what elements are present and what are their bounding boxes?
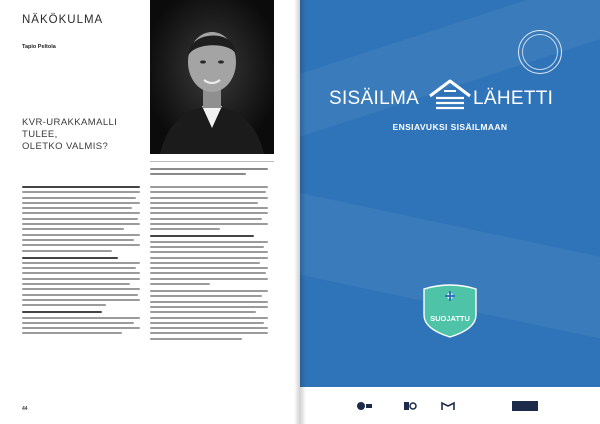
author-name: Tapio Peltola — [22, 44, 56, 50]
partner-logo-1-icon — [355, 401, 373, 411]
portrait-image — [150, 0, 274, 154]
body-paragraph — [150, 290, 268, 340]
body-paragraph — [22, 186, 140, 252]
partner-logo-4-icon — [475, 401, 501, 411]
page-folio — [22, 406, 31, 412]
headline-line-1: KVR-URAKKAMALLI — [22, 117, 118, 128]
headline-line-3: OLETKO VALMIS? — [22, 141, 109, 152]
body-paragraph — [150, 235, 268, 285]
brand-word-left: SISÄILMA — [329, 88, 420, 109]
spread-gutter — [294, 0, 306, 424]
headline-line-2: TULEE, — [22, 129, 58, 140]
body-column-2 — [150, 186, 268, 345]
author-portrait — [150, 0, 274, 154]
ad-page — [300, 0, 600, 424]
body-paragraph — [22, 257, 140, 307]
partner-logo-2-icon — [403, 401, 417, 411]
lead-paragraph — [150, 168, 274, 179]
partner-logo-3-icon — [440, 401, 456, 411]
page-number: 44 — [22, 406, 28, 412]
partner-logo-5-icon — [512, 401, 538, 411]
body-paragraph — [150, 186, 268, 230]
lead-divider — [150, 161, 274, 162]
quality-seal — [518, 30, 562, 74]
protected-badge-icon — [416, 281, 484, 338]
body-column-1 — [22, 186, 140, 339]
headline — [22, 117, 142, 153]
body-paragraph — [22, 311, 140, 334]
brand-word-right: LÄHETTI — [473, 88, 554, 109]
badge-line-2: SUOJATTU — [430, 314, 470, 323]
section-title: NÄKÖKULMA — [22, 14, 104, 26]
house-logo-icon — [428, 78, 472, 114]
quality-seal-ring — [522, 34, 558, 70]
ad-tagline: ENSIAVUKSI SISÄILMAAN — [392, 122, 508, 132]
